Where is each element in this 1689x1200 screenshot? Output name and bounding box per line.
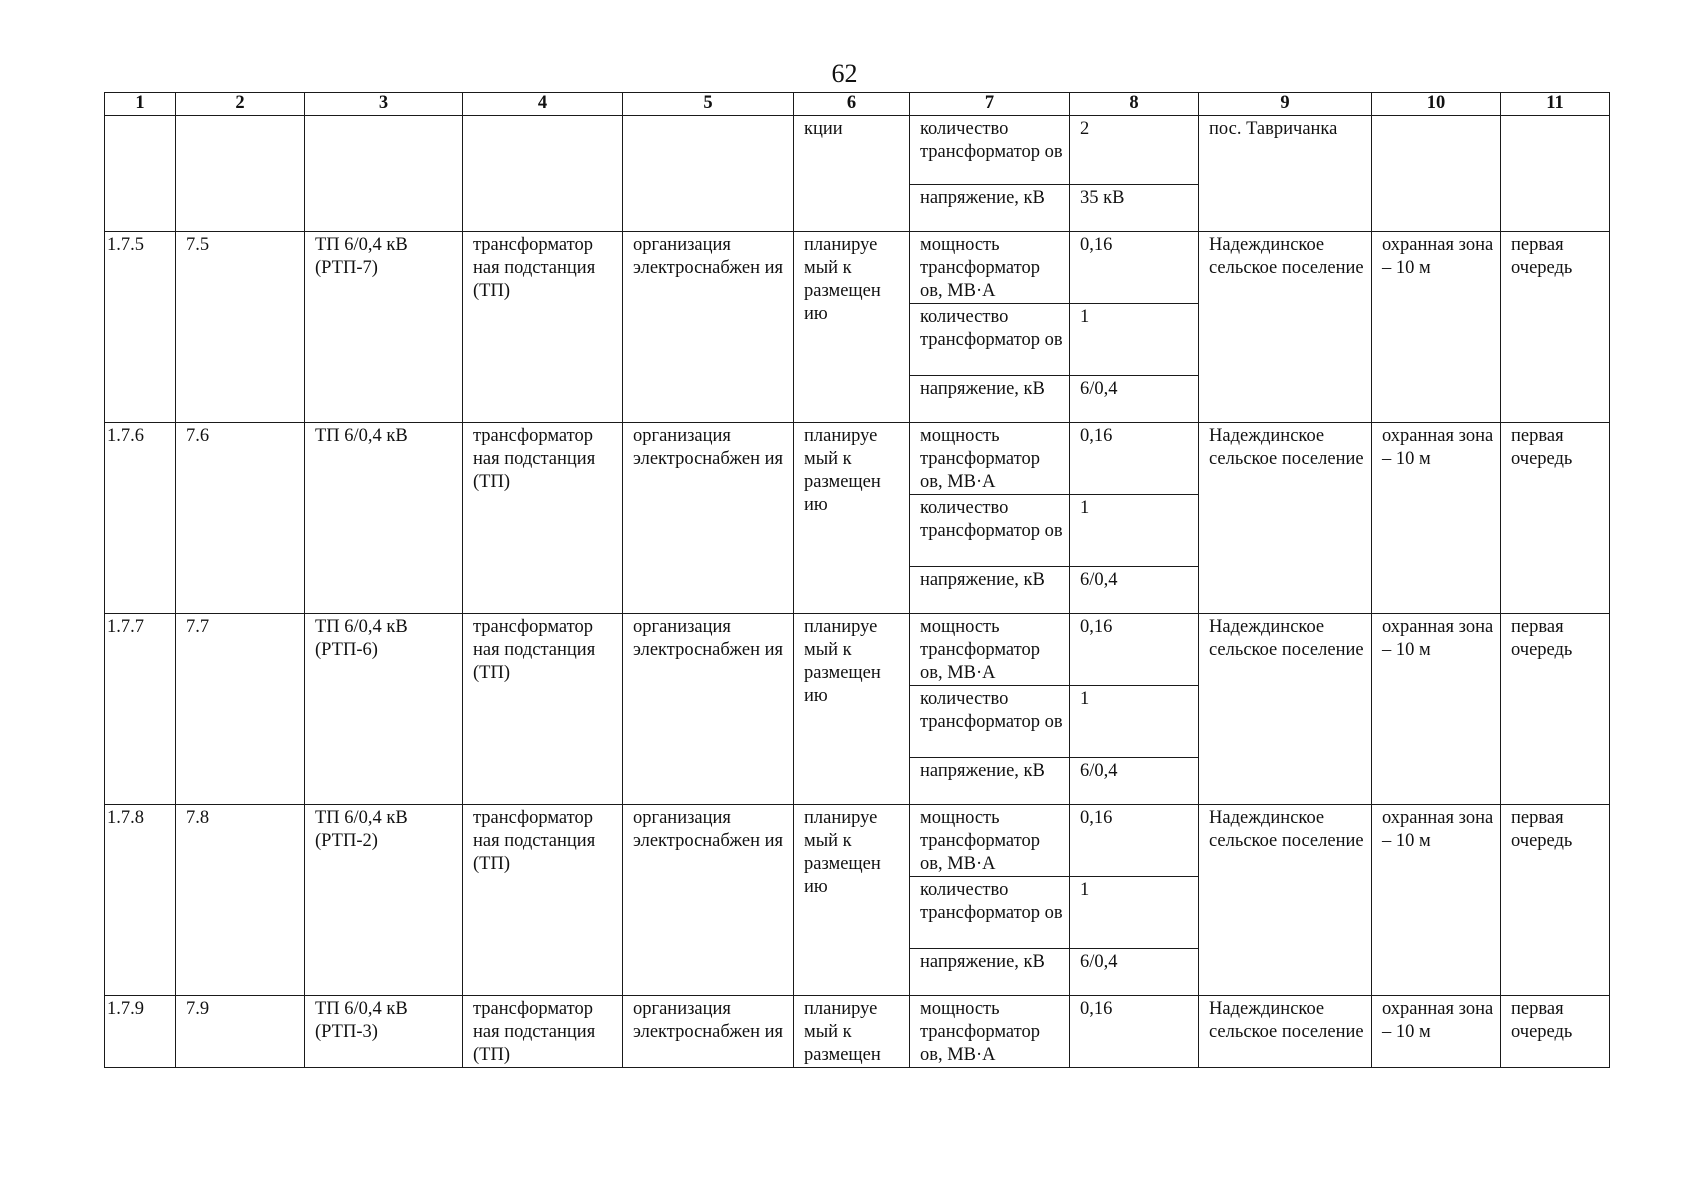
- cell-status: планируе мый к размещен ию: [794, 614, 910, 805]
- cell-type: трансформатор ная подстанция (ТП): [463, 614, 623, 805]
- cell-param-name: количество трансформатор ов: [910, 495, 1070, 567]
- cell-name: ТП 6/0,4 кВ: [305, 423, 463, 614]
- cell-stage: первая очередь: [1501, 232, 1610, 423]
- cell-code: 7.5: [176, 232, 305, 423]
- cell-name: ТП 6/0,4 кВ (РТП-2): [305, 805, 463, 996]
- cell-num: 1.7.8: [105, 805, 176, 996]
- cell-zone: [1372, 116, 1501, 232]
- column-header: 6: [794, 93, 910, 116]
- cell-code: 7.7: [176, 614, 305, 805]
- cell-param-value: 1: [1070, 877, 1199, 949]
- cell-param-name: количество трансформатор ов: [910, 686, 1070, 758]
- cell-stage: первая очередь: [1501, 805, 1610, 996]
- column-header: 10: [1372, 93, 1501, 116]
- cell-location: Надеждинское сельское поселение: [1199, 614, 1372, 805]
- cell-code: 7.9: [176, 996, 305, 1068]
- cell-param-value: 6/0,4: [1070, 376, 1199, 423]
- cell-purpose-tail: кции: [794, 116, 910, 232]
- cell-param-name: мощность трансформатор ов, МВ·А: [910, 805, 1070, 877]
- column-header: 4: [463, 93, 623, 116]
- cell-purpose: организация электроснабжен ия: [623, 232, 794, 423]
- column-header: 3: [305, 93, 463, 116]
- cell-param-value: 0,16: [1070, 232, 1199, 304]
- cell-purpose: организация электроснабжен ия: [623, 805, 794, 996]
- cell-zone: охранная зона – 10 м: [1372, 805, 1501, 996]
- cell-param-name: напряжение, кВ: [910, 758, 1070, 805]
- cell-param-value: 6/0,4: [1070, 949, 1199, 996]
- cell-location: Надеждинское сельское поселение: [1199, 996, 1372, 1068]
- cell-param-name: напряжение, кВ: [910, 376, 1070, 423]
- cell-num: 1.7.5: [105, 232, 176, 423]
- cell-location: Надеждинское сельское поселение: [1199, 232, 1372, 423]
- cell-num: 1.7.9: [105, 996, 176, 1068]
- cell-stage: первая очередь: [1501, 614, 1610, 805]
- cell-location: пос. Тавричанка: [1199, 116, 1372, 232]
- cell-param-name: напряжение, кВ: [910, 567, 1070, 614]
- cell-status: планируе мый к размещен ию: [794, 232, 910, 423]
- cell-code: 7.8: [176, 805, 305, 996]
- table-row: [105, 423, 1610, 495]
- cell-name: ТП 6/0,4 кВ (РТП-3): [305, 996, 463, 1068]
- cell-purpose: организация электроснабжен ия: [623, 423, 794, 614]
- cell-param-name: количество трансформатор ов: [910, 304, 1070, 376]
- cell-param-value: 0,16: [1070, 996, 1199, 1068]
- cell-param-value: 6/0,4: [1070, 567, 1199, 614]
- cell-status: планируе мый к размещен ию: [794, 805, 910, 996]
- cell-zone: охранная зона – 10 м: [1372, 614, 1501, 805]
- cell-num: 1.7.7: [105, 614, 176, 805]
- cell-param-name: мощность трансформатор ов, МВ·А: [910, 614, 1070, 686]
- cell-stage: первая очередь: [1501, 996, 1610, 1068]
- table-row: [105, 996, 1610, 1068]
- cell-param-value: 2: [1070, 116, 1199, 185]
- cell-name: ТП 6/0,4 кВ (РТП-6): [305, 614, 463, 805]
- cell-location: Надеждинское сельское поселение: [1199, 805, 1372, 996]
- cell-type: трансформатор ная подстанция (ТП): [463, 805, 623, 996]
- cell-type: [463, 116, 623, 232]
- cell-stage: [1501, 116, 1610, 232]
- cell-param-value: 35 кВ: [1070, 185, 1199, 232]
- cell-param-name: количество трансформатор ов: [910, 877, 1070, 949]
- cell-zone: охранная зона – 10 м: [1372, 996, 1501, 1068]
- cell-purpose: организация электроснабжен ия: [623, 614, 794, 805]
- cell-type: трансформатор ная подстанция (ТП): [463, 232, 623, 423]
- cell-status: планируе мый к размещен ию: [794, 423, 910, 614]
- table-row: [105, 116, 1610, 185]
- cell-status: планируе мый к размещен: [794, 996, 910, 1068]
- column-header: 11: [1501, 93, 1610, 116]
- cell-name: [305, 116, 463, 232]
- column-header: 9: [1199, 93, 1372, 116]
- cell-param-value: 0,16: [1070, 614, 1199, 686]
- cell-type: трансформатор ная подстанция (ТП): [463, 996, 623, 1068]
- cell-num: 1.7.6: [105, 423, 176, 614]
- cell-code: 7.6: [176, 423, 305, 614]
- data-table: [104, 92, 1610, 1068]
- cell-param-value: 1: [1070, 686, 1199, 758]
- cell-param-name: количество трансформатор ов: [910, 116, 1070, 185]
- cell-type: трансформатор ная подстанция (ТП): [463, 423, 623, 614]
- cell-param-name: напряжение, кВ: [910, 185, 1070, 232]
- table-row: [105, 614, 1610, 686]
- cell-param-value: 1: [1070, 495, 1199, 567]
- cell-purpose: организация электроснабжен ия: [623, 996, 794, 1068]
- column-header: 1: [105, 93, 176, 116]
- cell-param-name: мощность трансформатор ов, МВ·А: [910, 423, 1070, 495]
- cell-name: ТП 6/0,4 кВ (РТП-7): [305, 232, 463, 423]
- cell-param-value: 6/0,4: [1070, 758, 1199, 805]
- column-header: 2: [176, 93, 305, 116]
- cell-purpose: [623, 116, 794, 232]
- cell-param-value: 0,16: [1070, 805, 1199, 877]
- cell-param-name: мощность трансформатор ов, МВ·А: [910, 996, 1070, 1068]
- cell-code: [176, 116, 305, 232]
- table-row: [105, 805, 1610, 877]
- cell-param-value: 0,16: [1070, 423, 1199, 495]
- column-header: 5: [623, 93, 794, 116]
- cell-param-value: 1: [1070, 304, 1199, 376]
- cell-zone: охранная зона – 10 м: [1372, 232, 1501, 423]
- cell-location: Надеждинское сельское поселение: [1199, 423, 1372, 614]
- cell-param-name: мощность трансформатор ов, МВ·А: [910, 232, 1070, 304]
- header-row: [105, 93, 1610, 116]
- table-row: [105, 232, 1610, 304]
- cell-num: [105, 116, 176, 232]
- cell-stage: первая очередь: [1501, 423, 1610, 614]
- page-number: 62: [831, 59, 858, 88]
- column-header: 7: [910, 93, 1070, 116]
- cell-param-name: напряжение, кВ: [910, 949, 1070, 996]
- cell-zone: охранная зона – 10 м: [1372, 423, 1501, 614]
- column-header: 8: [1070, 93, 1199, 116]
